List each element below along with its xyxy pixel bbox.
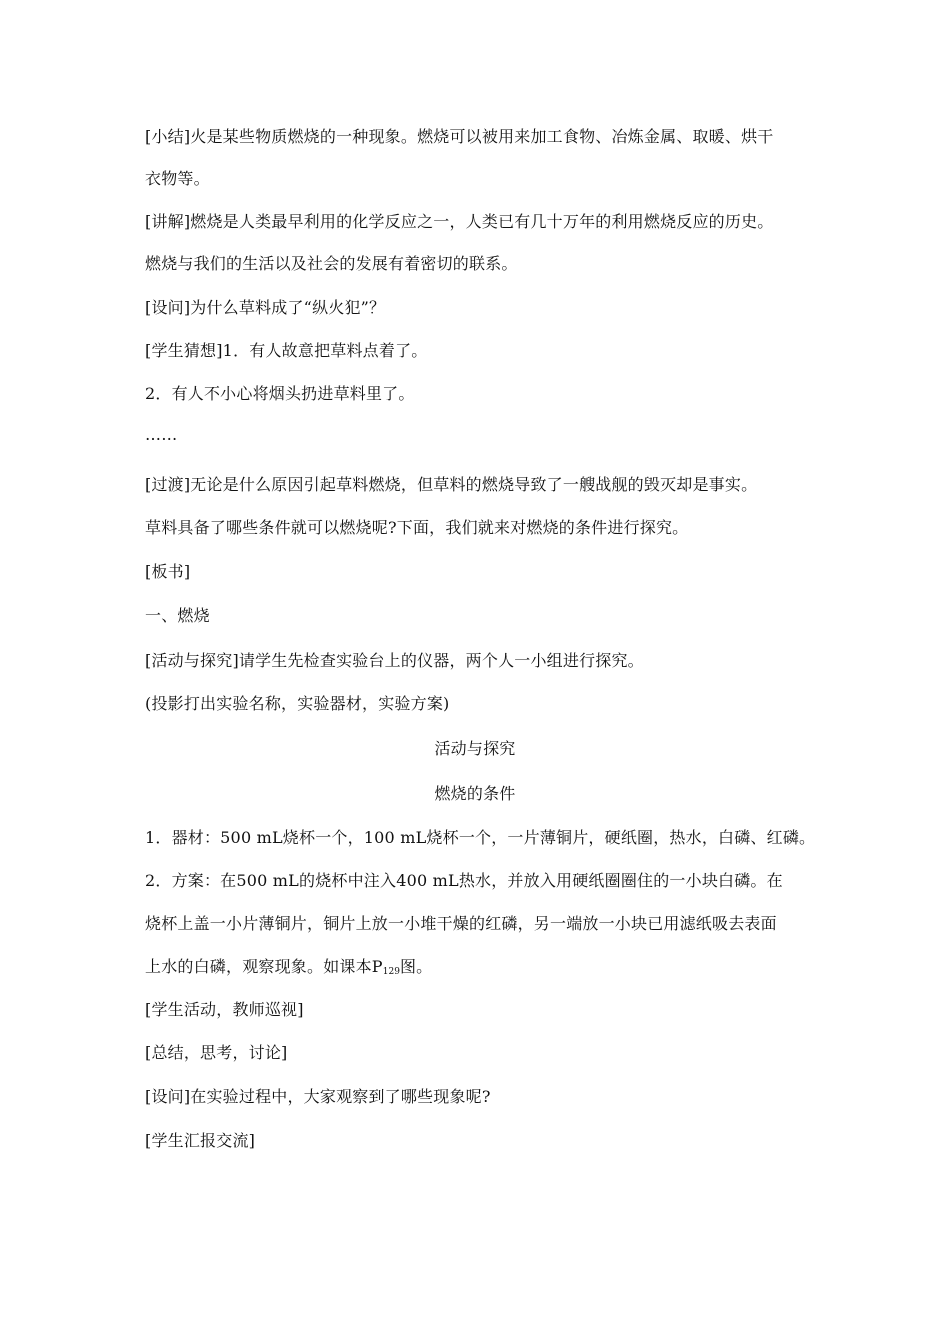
blackboard-label: [板书] xyxy=(145,562,191,581)
plan-line-cont-2 xyxy=(145,956,825,983)
student-report-line: [学生汇报交流] xyxy=(145,1131,256,1150)
ellipsis-line: …… xyxy=(145,425,178,444)
explanation-line-cont: 燃烧与我们的生活以及社会的发展有着密切的联系。 xyxy=(145,254,518,273)
student-activity-line: [学生活动，教师巡视] xyxy=(145,1000,304,1019)
question-line-2: [设问]在实验过程中，大家观察到了哪些现象呢? xyxy=(145,1087,491,1106)
activity-subtitle: 燃烧的条件 xyxy=(434,784,516,803)
projection-note: (投影打出实验名称，实验器材，实验方案) xyxy=(145,694,450,713)
transition-line-cont: 草料具备了哪些条件就可以燃烧呢?下面，我们就来对燃烧的条件进行探究。 xyxy=(145,518,689,537)
equipment-line: 1．器材：500 mL烧杯一个，100 mL烧杯一个，一片薄铜片，硬纸圈，热水，白磷、红磷。 xyxy=(145,828,816,847)
summary-discussion-line: [总结，思考，讨论] xyxy=(145,1043,288,1062)
summary-line: [小结]火是某些物质燃烧的一种现象。燃烧可以被用来加工食物、冶炼金属、取暖、烘干 xyxy=(145,127,774,146)
section-heading: 一、燃烧 xyxy=(145,606,210,625)
page-number-subscript: 129 xyxy=(382,967,400,977)
plan-line: 2．方案：在500 mL的烧杯中注入400 mL热水，并放入用硬纸圈圈住的一小块白磷。在 xyxy=(145,871,783,890)
student-guess-2: 2．有人不小心将烟头扔进草料里了。 xyxy=(145,384,415,403)
transition-line: [过渡]无论是什么原因引起草料燃烧，但草料的燃烧导致了一艘战舰的毁灭却是事实。 xyxy=(145,475,758,494)
summary-line-cont: 衣物等。 xyxy=(145,169,210,188)
explanation-line: [讲解]燃烧是人类最早利用的化学反应之一，人类已有几十万年的利用燃烧反应的历史。 xyxy=(145,212,774,231)
student-guess-1: [学生猜想]1．有人故意把草料点着了。 xyxy=(145,341,428,360)
plan-text-end: 图。 xyxy=(399,957,433,976)
plan-text: 上水的白磷，观察现象。如课本P xyxy=(145,957,383,976)
activity-line: [活动与探究]请学生先检查实验台上的仪器，两个人一小组进行探究。 xyxy=(145,651,644,670)
question-line: [设问]为什么草料成了“纵火犯”？ xyxy=(145,298,386,317)
activity-title: 活动与探究 xyxy=(434,739,516,758)
plan-line-cont-1: 烧杯上盖一小片薄铜片，铜片上放一小堆干燥的红磷，另一端放一小块已用滤纸吸去表面 xyxy=(145,914,777,933)
